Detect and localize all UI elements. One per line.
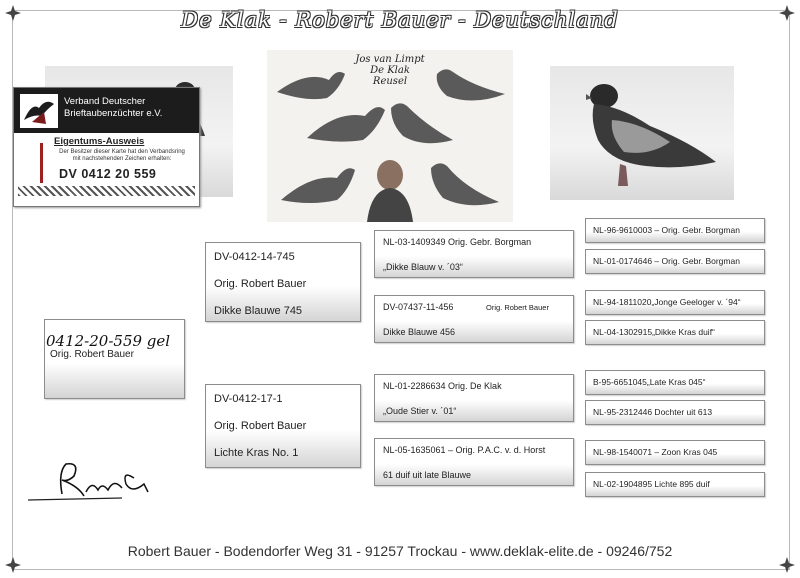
grandparent-line2: „Dikke Blauw v. ´03“ bbox=[383, 262, 463, 272]
pigeon-icon bbox=[550, 66, 734, 200]
page-title: De Klak - Robert Bauer - Deutschland bbox=[181, 8, 619, 32]
great-grandparent-label: NL-98-1540071 – Zoon Kras 045 bbox=[593, 447, 718, 457]
grandparent-line1-origin: Orig. Robert Bauer bbox=[486, 303, 549, 312]
footer-contact: Robert Bauer - Bodendorfer Weg 31 - 91257 Trockau - www.deklak-elite.de - 09246/752 bbox=[127, 543, 673, 559]
photo-pigeon-right bbox=[550, 66, 734, 200]
great-grandparent-label: NL-96-9610003 – Orig. Gebr. Borgman bbox=[593, 225, 740, 235]
grandparent-box bbox=[374, 374, 574, 422]
parent-line3: Dikke Blauwe 745 bbox=[214, 305, 303, 317]
subject-origin: Orig. Robert Bauer bbox=[50, 349, 134, 360]
great-grandparent-label: NL-94-1811020„Jonge Geeloger v. ´94“ bbox=[593, 297, 741, 307]
id-card-text-line2: mit nachstehenden Zeichen erhalten: bbox=[72, 156, 172, 162]
great-grandparent-box bbox=[585, 440, 765, 465]
parent-box-dam bbox=[205, 384, 361, 468]
grandparent-line2: Dikke Blauwe 456 bbox=[383, 327, 456, 337]
grandparent-box bbox=[374, 230, 574, 278]
collage-heading-line3: Reusel bbox=[372, 76, 408, 87]
great-grandparent-box bbox=[585, 370, 765, 395]
great-grandparent-label: B-95-6651045„Late Kras 045“ bbox=[593, 377, 706, 387]
signature-icon bbox=[22, 452, 172, 512]
parent-line1: DV-0412-14-745 bbox=[214, 251, 295, 263]
great-grandparent-label: NL-04-1302915„Dikke Kras duif“ bbox=[593, 327, 715, 337]
id-card-header bbox=[14, 88, 199, 133]
great-grandparent-box bbox=[585, 320, 765, 345]
photo-pigeon-collage bbox=[267, 50, 513, 222]
id-card bbox=[13, 87, 200, 207]
grandparent-line2: „Oude Stier v. ´01“ bbox=[383, 406, 457, 416]
grandparent-line1: NL-03-1409349 Orig. Gebr. Borgman bbox=[383, 237, 532, 247]
id-card-stripe bbox=[40, 143, 43, 183]
grandparent-line2: 61 duif uit late Blauwe bbox=[383, 470, 472, 480]
grandparent-line1: NL-05-1635061 – Orig. P.A.C. v. d. Horst bbox=[383, 445, 546, 455]
id-card-org-line2: Brieftaubenzüchter e.V. bbox=[64, 108, 163, 119]
collage-heading-line1: Jos van Limpt bbox=[355, 54, 425, 65]
collage-heading-line2: De Klak bbox=[370, 65, 410, 76]
great-grandparent-box bbox=[585, 249, 765, 274]
id-card-ring-number: DV 0412 20 559 bbox=[59, 167, 157, 181]
parent-line1: DV-0412-17-1 bbox=[214, 393, 283, 405]
logo-icon bbox=[20, 94, 58, 128]
great-grandparent-label: NL-02-1904895 Lichte 895 duif bbox=[593, 479, 710, 489]
grandparent-box bbox=[374, 295, 574, 343]
parent-line2: Orig. Robert Bauer bbox=[214, 420, 307, 432]
great-grandparent-box bbox=[585, 472, 765, 497]
great-grandparent-box bbox=[585, 400, 765, 425]
id-card-org-line1: Verband Deutscher bbox=[64, 96, 146, 107]
subject-handwritten-ring: 0412-20-559 gel bbox=[46, 332, 171, 350]
grandparent-line1: DV-07437-11-456 bbox=[383, 302, 454, 312]
parent-line2: Orig. Robert Bauer bbox=[214, 278, 307, 290]
id-card-pattern-border bbox=[18, 186, 195, 196]
parent-box-sire bbox=[205, 242, 361, 322]
grandparent-line1: NL-01-2286634 Orig. De Klak bbox=[383, 381, 502, 391]
grandparent-box bbox=[374, 438, 574, 486]
parent-line3: Lichte Kras No. 1 bbox=[214, 447, 299, 459]
id-card-doc-title: Eigentums-Ausweis bbox=[54, 136, 145, 147]
id-card-text-line1: Der Besitzer dieser Karte hat den Verbandsring bbox=[59, 149, 185, 155]
great-grandparent-label: NL-95-2312446 Dochter uit 613 bbox=[593, 407, 713, 417]
great-grandparent-box bbox=[585, 290, 765, 315]
great-grandparent-box bbox=[585, 218, 765, 243]
great-grandparent-label: NL-01-0174646 – Orig. Gebr. Borgman bbox=[593, 256, 740, 266]
